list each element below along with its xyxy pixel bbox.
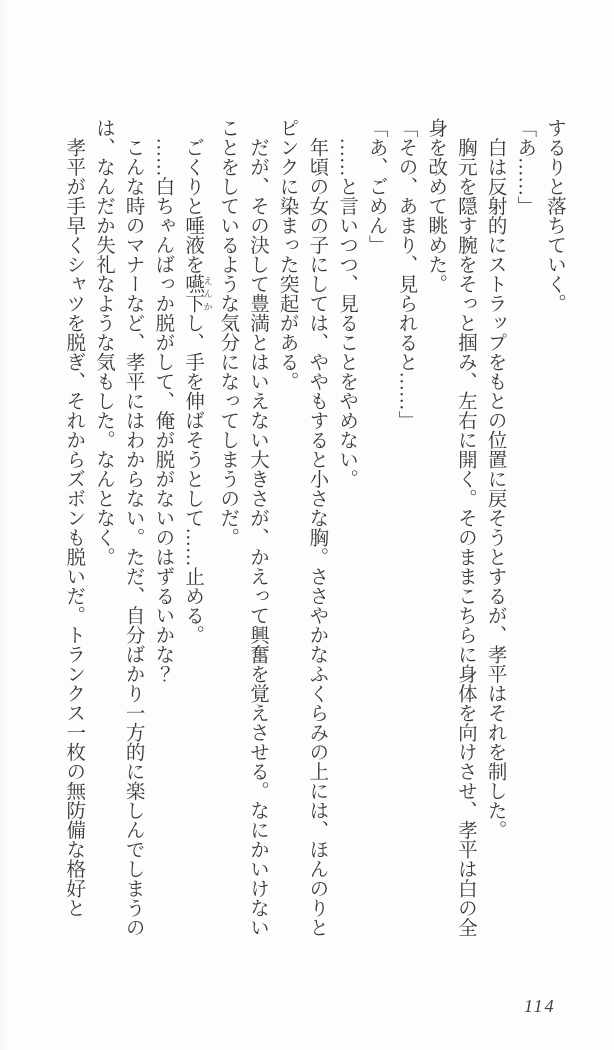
paragraph: 年頃の女の子にしては、ややもすると小さな胸。ささやかなふくらみの上には、ほんのりとピンクに染まった突起がある。	[276, 118, 328, 937]
paragraph-dialogue: 「あ……」	[514, 118, 536, 216]
ruby-annotation	[182, 274, 213, 313]
paragraph: するりと落ちていく。	[544, 118, 565, 313]
page-text	[63, 118, 569, 948]
paragraph: 孝平が手早くシャツを脱ぎ、それからズボンも脱いだ。トランクス一枚の無防備な格好と	[63, 118, 85, 918]
paragraph-dialogue: 「その、あまり、見られると……」	[395, 118, 417, 430]
furigana: えんか	[202, 274, 213, 313]
paragraph: こんな時のマナーなど、孝平にはわからない。ただ、自分ばかり一方的に楽しんでしまうのは、なんだか失礼なような気もした。なんとなく。	[92, 118, 144, 937]
page-number: 114	[524, 996, 556, 1016]
paragraph: 白は反射的にストラップをもとの位置に戻そうとするが、孝平はそれを制した。	[484, 118, 506, 840]
paragraph-dialogue: 「あ、ごめん」	[365, 118, 387, 255]
paragraph-with-furigana	[177, 118, 212, 948]
paragraph-text: ごくりと唾液を	[182, 118, 204, 274]
ruby-base: 嚥下	[182, 274, 204, 313]
paragraph: ……と言いつつ、見ることをやめない。	[336, 118, 358, 489]
paragraph: だが、その決して豊満とはいえない大きさが、かえって興奮を覚えさせる。なにかいけないことをしているような気分になってしまうのだ。	[217, 118, 268, 937]
paragraph: ……白ちゃんばっか脱がして、俺が脱がないのはずるいかな？	[152, 118, 174, 684]
paragraph-text: し、手を伸ばそうとして……止める。	[182, 313, 204, 645]
paragraph: 胸元を隠す腕をそっと掴み、左右に開く。そのままこちらに身体を向けさせ、孝平は白の全身を改めて眺めた。	[425, 118, 476, 937]
